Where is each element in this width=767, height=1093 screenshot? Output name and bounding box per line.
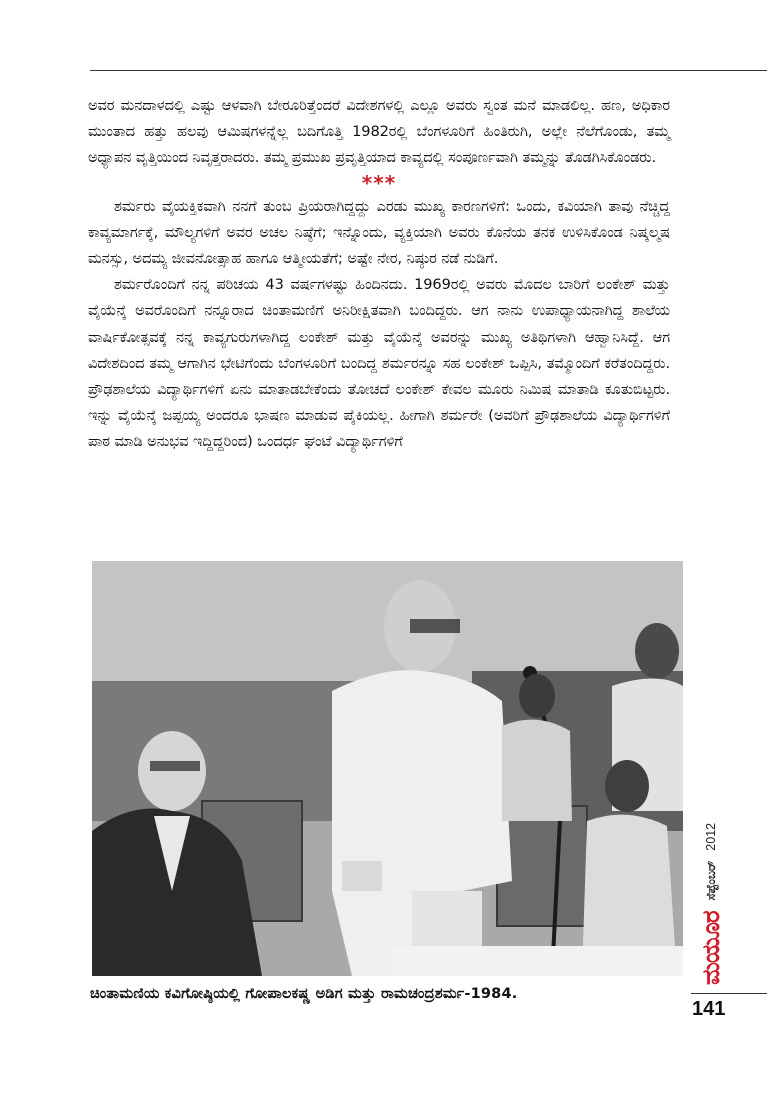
issue-month (704, 861, 718, 901)
photo-caption: ಚಿಂತಾಮಣಿಯ ಕವಿಗೋಷ್ಠಿಯಲ್ಲಿ ಗೋಪಾಲಕಷ್ಣ ಅಡಿಗ ಮತ್ತು ರಾಮಚಂದ್ರಶರ್ಮ-1984. (90, 986, 518, 1002)
issue-year: 2012 (704, 822, 718, 851)
article-paragraph: ಶರ್ಮರೊಂದಿಗೆ ನನ್ನ ಪರಿಚಯ 43 ವರ್ಷಗಳಷ್ಟು ಹಿಂದಿನದು. 1969ರಲ್ಲಿ ಅವರು ಮೊದಲ ಬಾರಿಗೆ ಲಂಕೇಶ್ ಮತ್ತು ವೈಯೆನ್ಕೆ ಅವರೊಂದಿಗೆ ನನ್ನೂರಾದ ಚಿಂತಾಮಣಿಗೆ ಅನಿರೀಕ್ಷಿತವಾಗಿ ಬಂದಿದ್ದರು. ಆಗ ನಾನು ಉಪಾಧ್ಯಾಯನಾಗಿದ್ದ ಶಾಲೆಯ ವಾರ್ಷಿಕೋತ್ಸವಕ್ಕೆ ನನ್ನ ಕಾವ್ಯಗುರುಗಳಾಗಿದ್ದ ಲಂಕೇಶ್ ಮತ್ತು ವೈಯೆನ್ಕೆ ಅವರನ್ನು ಮುಖ್ಯ ಅತಿಥಿಗಳಾಗಿ ಆಹ್ವಾನಿಸಿದ್ದೆ. ಆಗ ವಿದೇಶದಿಂದ ತಮ್ಮ ಆಗಾಗಿನ ಭೇಟಿಗೆಂದು ಬೆಂಗಳೂರಿಗೆ ಬಂದಿದ್ದ ಶರ್ಮರನ್ನೂ ಸಹ ಲಂಕೇಶ್ ಒಪ್ಪಿಸಿ, ತಮ್ಮೊಂದಿಗೆ ಕರೆತಂದಿದ್ದರು. ಪ್ರೌಢಶಾಲೆಯ ವಿದ್ಯಾರ್ಥಿಗಳಿಗೆ ಏನು ಮಾತಾಡಬೇಕೆಂದು ತೋಚದೆ ಲಂಕೇಶ್ ಕೇವಲ ಮೂರು ನಿಮಿಷ ಮಾತಾಡಿ ಕೂತುಬಿಟ್ಟರು. ಇನ್ನು ವೈಯೆನ್ಕೆ ಜಪ್ಪಯ್ಯ ಅಂದರೂ ಭಾಷಣ ಮಾಡುವ ಪೈಕಿಯಲ್ಲ. ಹೀಗಾಗಿ ಶರ್ಮರೇ (ಅವರಿಗೆ ಪ್ರೌಢಶಾಲೆಯ ವಿದ್ಯಾರ್ಥಿಗಳಿಗೆ ಪಾಠ ಮಾಡಿ ಅನುಭವ ಇದ್ದಿದ್ದರಿಂದ) ಒಂದರ್ಧ ಘಂಟೆ ವಿದ್ಯಾರ್ಥಿಗಳಿಗೆ (88, 276, 670, 451)
top-rule (90, 70, 767, 71)
issue-month-label: ಸೆಪ್ಟೆಂಬರ್ (704, 860, 718, 901)
section-separator: *** (361, 170, 397, 195)
magazine-logo: ಮಯೂರ (697, 911, 725, 985)
article-paragraph: ಶರ್ಮರು ವೈಯಕ್ತಿಕವಾಗಿ ನನಗೆ ತುಂಬ ಪ್ರಿಯರಾಗಿದ್ದದ್ದು ಎರಡು ಮುಖ್ಯ ಕಾರಣಗಳಿಗೆ: ಒಂದು, ಕವಿಯಾಗಿ ತಾವು ನೆಚ್ಚಿದ್ದ ಕಾವ್ಯಮಾರ್ಗಕ್ಕೆ, ಮೌಲ್ಯಗಳಿಗೆ ಅವರ ಅಚಲ ನಿಷ್ಠೆಗೆ; ಇನ್ನೊಂದು, ವ್ಯಕ್ತಿಯಾಗಿ ಅವರು ಕೊನೆಯ ತನಕ ಉಳಿಸಿಕೊಂಡ ನಿಷ್ಕಲ್ಮಷ ಮನಸ್ಸು, ಅದಮ್ಯ ಜೀವನೋತ್ಸಾಹ ಹಾಗೂ ಆತ್ಮೀಯತೆಗೆ; ಅಷ್ಟೇ ನೇರ, ನಿಷ್ಠುರ ನಡೆ ನುಡಿಗೆ. (88, 197, 670, 268)
article-body (88, 93, 670, 456)
article-photo (92, 561, 683, 976)
photo-illustration (92, 561, 683, 976)
page-number-rule (691, 993, 767, 994)
magazine-masthead (697, 822, 767, 985)
page-number: 141 (692, 998, 726, 1020)
article-paragraph: ಅವರ ಮನದಾಳದಲ್ಲಿ ಎಷ್ಟು ಆಳವಾಗಿ ಬೇರೂರಿತ್ತೆಂದರೆ ವಿದೇಶಗಳಲ್ಲಿ ಎಲ್ಲೂ ಅವರು ಸ್ವಂತ ಮನೆ ಮಾಡಲಿಲ್ಲ. ಹಣ, ಅಧಿಕಾರ ಮುಂತಾದ ಹತ್ತು ಹಲವು ಆಮಿಷಗಳನ್ನೆಲ್ಲ ಬದಿಗೊತ್ತಿ 1982ರಲ್ಲಿ ಬೆಂಗಳೂರಿಗೆ ಹಿಂತಿರುಗಿ, ಅಲ್ಲೇ ನೆಲೆಗೊಂಡು, ತಮ್ಮ ಅಧ್ಯಾಪನ ವೃತ್ತಿಯಿಂದ ನಿವೃತ್ತರಾದರು. ತಮ್ಮ ಪ್ರಮುಖ ಪ್ರವೃತ್ತಿಯಾದ ಕಾವ್ಯದಲ್ಲಿ ಸಂಪೂರ್ಣವಾಗಿ ತಮ್ಮನ್ನು ತೊಡಗಿಸಿಕೊಂಡರು. (88, 97, 670, 167)
